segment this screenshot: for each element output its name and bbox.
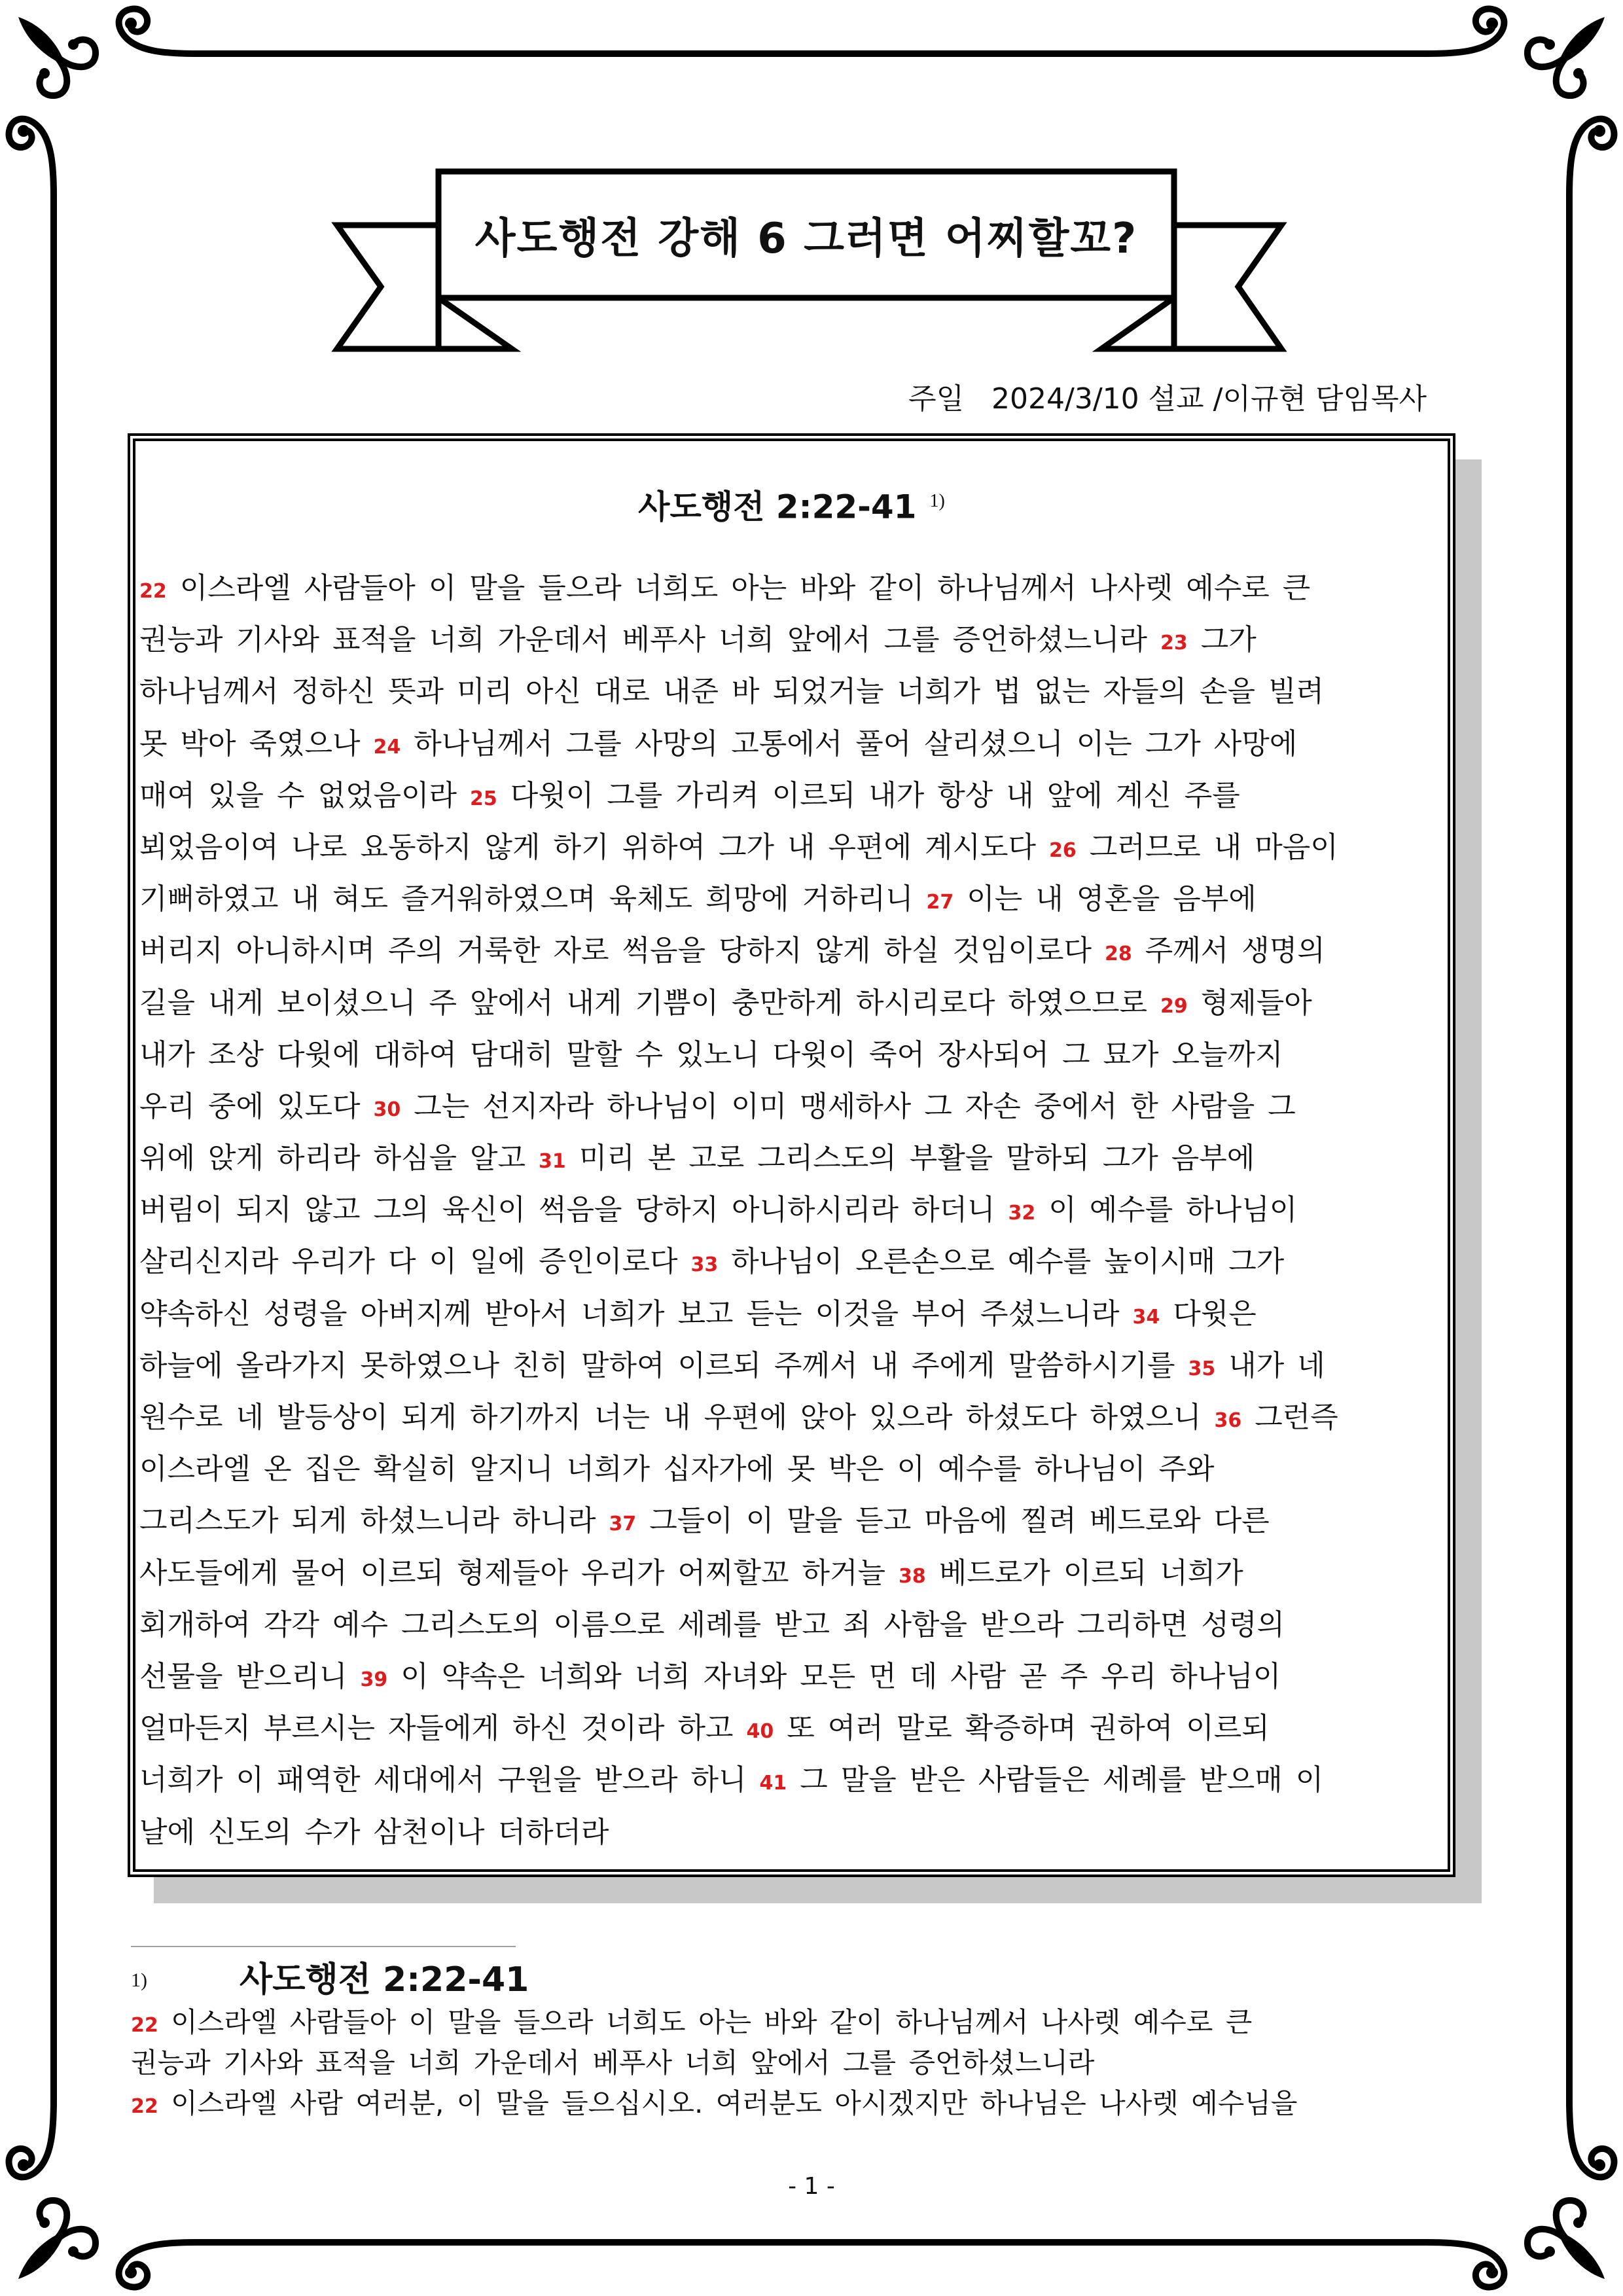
verse-text: 내가 조상 다윗에 대하여 담대히 말할 수 있노니 다윗이 죽어 장사되어 그 묘가 오늘까지: [139, 1037, 1283, 1071]
document-title: 사도행전 강해 6 그러면 어찌할꼬?: [474, 214, 1138, 263]
passage-line: [139, 562, 1444, 614]
verse-text: 미리 본 고로 그리스도의 부활을 말하되 그가 음부에: [579, 1141, 1255, 1175]
footnote-reference[interactable]: 1): [929, 491, 945, 511]
verse-text: 원수로 네 발등상이 되게 하기까지 너는 내 우편에 앉아 있으라 하셨도다 하였으니: [139, 1401, 1202, 1434]
banner-left-tail: [337, 225, 438, 349]
verse-number: 38: [899, 1564, 926, 1588]
passage-line: [139, 1340, 1444, 1391]
passage-line: [139, 1236, 1444, 1287]
passage-line: [139, 1132, 1444, 1184]
verse-text: 그리스도가 되게 하셨느니라 하니라: [139, 1504, 596, 1538]
passage-line: [139, 1806, 1444, 1858]
verse-text: 그런즉: [1255, 1401, 1338, 1434]
passage-line: [139, 770, 1444, 821]
verse-number: 22: [131, 2014, 158, 2037]
verse-text: 이스라엘 사람들아 이 말을 들으라 너희도 아는 바와 같이 하나님께서 나사렛 예수로 큰: [171, 2006, 1253, 2038]
verse-number: 37: [609, 1513, 637, 1536]
verse-text: 하늘에 올라가지 못하였으나 친히 말하여 이르되 주께서 내 주에게 말씀하시기를: [139, 1348, 1175, 1382]
verse-number: 29: [1160, 994, 1188, 1018]
verse-text: 베드로가 이르되 너희가: [938, 1556, 1243, 1590]
verse-number: 23: [1160, 632, 1188, 655]
verse-text: 너희가 이 패역한 세대에서 구원을 받으라 하니: [139, 1763, 747, 1797]
passage-line: [139, 1599, 1444, 1651]
verse-text: 그들이 이 말을 듣고 마음에 찔려 베드로와 다른: [649, 1504, 1270, 1538]
passage-line: [139, 614, 1444, 666]
verse-text: 그러므로 내 마음이: [1089, 830, 1338, 864]
verse-number: 22: [131, 2095, 158, 2118]
verse-text: 권능과 기사와 표적을 너희 가운데서 베푸사 너희 앞에서 그를 증언하셨느니라: [139, 623, 1148, 657]
footnote-text: [131, 2002, 1459, 2124]
verse-number: 40: [746, 1720, 774, 1744]
scripture-passage-box: [128, 433, 1455, 1877]
verse-text: 이스라엘 온 집은 확실히 알지니 너희가 십자가에 못 박은 이 예수를 하나님이 주와: [139, 1452, 1215, 1486]
verse-text: 하나님께서 정하신 뜻과 미리 아신 대로 내준 바 되었거늘 너희가 법 없는 자들의 손을 빌려: [139, 675, 1324, 709]
verse-text: 하나님께서 그를 사망의 고통에서 풀어 살리셨으니 이는 그가 사망에: [414, 726, 1298, 761]
verse-text: 사도들에게 물어 이르되 형제들아 우리가 어찌할꼬 하거늘: [139, 1556, 886, 1590]
verse-text: 이 약속은 너희와 너희 자녀와 모든 먼 데 사람 곧 주 우리 하나님이: [401, 1659, 1281, 1693]
verse-text: 기뻐하였고 내 혀도 즐거워하였으며 육체도 희망에 거하리니: [139, 882, 914, 916]
verse-number: 34: [1132, 1305, 1160, 1329]
passage-reference: 사도행전 2:22-41: [638, 488, 917, 526]
banner-left-fold: [438, 298, 512, 349]
passage-line: [139, 821, 1444, 873]
verse-number: 32: [1008, 1202, 1036, 1225]
passage-line: [139, 1443, 1444, 1495]
footnote-line: [131, 2043, 1459, 2083]
passage-line: [139, 1754, 1444, 1806]
verse-text: 약속하신 성령을 아버지께 받아서 너희가 보고 듣는 이것을 부어 주셨느니라: [139, 1297, 1120, 1331]
verse-text: 주께서 생명의: [1145, 934, 1325, 968]
verse-number: 25: [470, 787, 497, 810]
verse-number: 26: [1049, 838, 1077, 862]
verse-text: 그가: [1200, 623, 1257, 657]
verse-number: 27: [926, 891, 954, 914]
verse-text: 그 말을 받은 사람들은 세례를 받으매 이: [800, 1763, 1324, 1797]
banner-right-tail: [1174, 225, 1281, 349]
footnote-divider: [131, 1946, 516, 1947]
verse-text: 권능과 기사와 표적을 너희 가운데서 베푸사 너희 앞에서 그를 증언하셨느니라: [131, 2047, 1095, 2079]
footnote-line: [131, 2002, 1459, 2043]
passage-line: [139, 977, 1444, 1029]
verse-text: 뵈었음이여 나로 요동하지 않게 하기 위하여 그가 내 우편에 계시도다: [139, 830, 1036, 864]
verse-number: 28: [1105, 942, 1132, 966]
verse-text: 선물을 받으리니: [139, 1659, 348, 1693]
verse-text: 회개하여 각각 예수 그리스도의 이름으로 세례를 받고 죄 사함을 받으라 그리하면 성령의: [139, 1607, 1285, 1641]
passage-line: [139, 873, 1444, 925]
verse-number: 31: [539, 1150, 566, 1174]
passage-line: [139, 1391, 1444, 1443]
verse-number: 30: [373, 1098, 401, 1121]
verse-text: 버리지 아니하시며 주의 거룩한 자로 썩음을 당하지 않게 하실 것임이로다: [139, 934, 1092, 968]
verse-number: 24: [373, 735, 401, 759]
passage-line: [139, 1029, 1444, 1081]
verse-number: 36: [1214, 1409, 1242, 1432]
verse-text: 못 박아 죽였으나: [139, 726, 361, 761]
verse-text: 이는 내 영혼을 음부에: [967, 882, 1257, 916]
verse-text: 이스라엘 사람 여러분, 이 말을 들으십시오. 여러분도 아시겠지만 하나님은 나사렛 예수님을: [171, 2087, 1298, 2119]
passage-line: [139, 1702, 1444, 1754]
passage-line: [139, 1184, 1444, 1236]
passage-line: [139, 1651, 1444, 1702]
verse-text: 그는 선지자라 하나님이 이미 맹세하사 그 자손 중에서 한 사람을 그: [414, 1089, 1296, 1123]
verse-text: 이 예수를 하나님이: [1048, 1193, 1298, 1227]
verse-number: 33: [690, 1253, 719, 1277]
verse-number: 39: [360, 1668, 388, 1691]
passage-line: [139, 925, 1444, 977]
page-number: - 1 -: [788, 2173, 835, 2200]
verse-text: 내가 네: [1228, 1348, 1325, 1382]
verse-text: 또 여러 말로 확증하며 권하여 이르되: [787, 1712, 1270, 1746]
verse-number: 35: [1188, 1357, 1216, 1380]
passage-line: [139, 1288, 1444, 1340]
verse-text: 살리신지라 우리가 다 이 일에 증인이로다: [139, 1245, 678, 1279]
footnote-marker: 1): [131, 1969, 147, 1991]
verse-text: 이스라엘 사람들아 이 말을 들으라 너희도 아는 바와 같이 하나님께서 나사렛 예수로 큰: [179, 571, 1311, 605]
banner-right-fold: [1101, 298, 1174, 349]
verse-text: 우리 중에 있도다: [139, 1089, 361, 1123]
passage-line: [139, 718, 1444, 770]
verse-text: 하나님이 오른손으로 예수를 높이시매 그가: [731, 1245, 1285, 1279]
passage-line: [139, 666, 1444, 717]
verse-number: 41: [759, 1772, 787, 1795]
passage-text: [139, 562, 1444, 1869]
verse-text: 매여 있을 수 없었음이라: [139, 778, 457, 812]
verse-text: 위에 앉게 하리라 하심을 알고: [139, 1141, 526, 1175]
verse-text: 날에 신도의 수가 삼천이나 더하더라: [139, 1815, 609, 1849]
verse-text: 버림이 되지 않고 그의 육신이 썩음을 당하지 아니하시리라 하더니: [139, 1193, 995, 1227]
passage-line: [139, 1081, 1444, 1132]
footnote-line: [131, 2083, 1459, 2124]
passage-heading: [135, 480, 1448, 528]
passage-line: [139, 1547, 1444, 1599]
footnote-heading: 사도행전 2:22-41: [240, 1960, 529, 2000]
verse-text: 다윗은: [1173, 1297, 1257, 1331]
verse-text: 얼마든지 부르시는 자들에게 하신 것이라 하고: [139, 1712, 734, 1746]
verse-text: 형제들아: [1200, 986, 1312, 1020]
verse-text: 다윗이 그를 가리켜 이르되 내가 항상 내 앞에 계신 주를: [510, 778, 1240, 812]
verse-text: 길을 내게 보이셨으니 주 앞에서 내게 기쁨이 충만하게 하시리로다 하였으므로: [139, 986, 1148, 1020]
passage-line: [139, 1495, 1444, 1547]
verse-number: 22: [139, 580, 167, 603]
sermon-info: 주일 2024/3/10 설교 /이규현 담임목사: [908, 382, 1427, 416]
